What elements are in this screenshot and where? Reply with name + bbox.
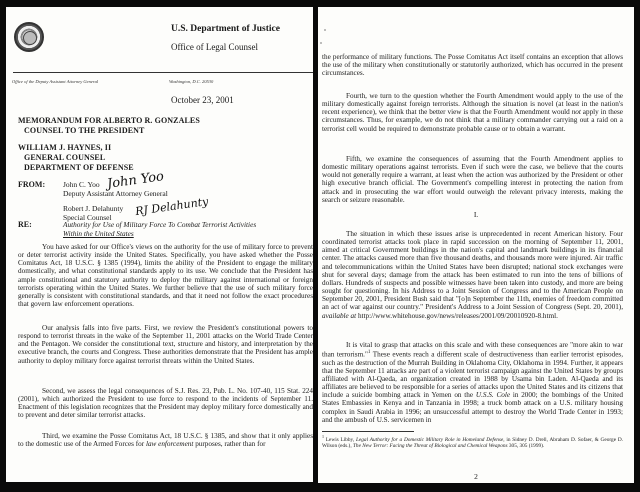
signer-2-title: Special Counsel [63, 213, 112, 222]
from-label: FROM: [18, 180, 46, 189]
office-name: Office of Legal Counsel [171, 42, 259, 52]
subject [63, 220, 256, 238]
sub-office: Office of the Deputy Assistant Attorney General [12, 79, 99, 84]
signer-2-name: Robert J. Delahunty [63, 204, 124, 213]
paragraph-fourth: Fourth, we turn to the question whether the Fourth Amendment would apply to the use of the military domestically against foreign terrorists. Although the situation is novel (at least in the nation's recent experience), we think that the better view is that the Fourth Amendment would not apply in these circumstances. Thus, for example, we do not think that a military commander carrying out a raid on a terrorist cell would be required to demonstrate probable cause or to obtain a warrant. [322, 92, 623, 133]
footnote-ref: 1 [367, 350, 371, 356]
paragraph-third: Third, we examine the Posse Comitatus Act, 18 U.S.C. § 1385, and show that it only applies to the domestic use of the Armed Forces for law enforcement purposes, rather than for [18, 432, 313, 449]
paragraph-first: Our analysis falls into five parts. First, we review the President's constitutional powers to respond to terrorist threats in the wake of the September 11, 2001 attacks on the World Trade Center and the Pentagon. We consider the constitutional text, structure and history, and interpretation by the executive branch, the courts and Congress. These authorities demonstrate that the President has ample authority to deploy military force against terrorist threats within the United States. [18, 324, 313, 365]
paragraph-situation: The situation in which these issues arise is unprecedented in recent American history. Four coordinated terrorist attacks took place in rapid succession on the morning of September 11, 2001, aimed at critical Government buildings in the nation's capital and landmark buildings in its financial center. The attacks caused more than five thousand deaths, and thousands more were injured. Air traffic and telecommunications within the United States have been disrupted; national stock exchanges were shut for several days; damage from the attack has been estimated to run into the tens of billions of dollars. Hundreds of suspects and possible witnesses have been taken into custody, and more are being sought for questioning. In his Address to a Joint Session of Congress and to the American People on September 20, 2001, President Bush said that "[o]n September the 11th, enemies of freedom committed an act of war against our country." President's Address to a Joint Session of Congress (Sept. 20, 2001), available at http://www.whitehouse.gov/news/releases/2001/09/20010920-8.html. [322, 230, 623, 320]
addressee-line-2: COUNSEL TO THE PRESIDENT [24, 126, 145, 135]
re-label: RE: [18, 220, 32, 229]
footnote: $^1$ Lewis Libby, Legal Authority for a Domestic Military Role in Homeland Defense, in Sidney D. Drell, Abraham D. Sofaer, & George D. Wilson (eds.), The New Terror: Facing the Threat of Biological and Chemical Weapons 305, 305 (1999). [322, 434, 623, 450]
subject-line-2: Within the United States [63, 229, 134, 238]
paragraph-continued: the performance of military functions. The Posse Comitatus Act itself contains an exception that allows the use of the military when constitutionally or statutorily authorized, which has occurred in the present circumstances. [322, 53, 623, 78]
scan-speck [324, 29, 326, 31]
memo-page-1 [6, 7, 313, 482]
letterhead-divider [13, 72, 313, 73]
paragraph-intro: You have asked for our Office's views on the authority for the use of military force to prevent or deter terrorist activity inside the United States. Specifically, you have asked whether the Posse Comitatus Act, 18 U.S.C. § 1385 (1994), limits the ability of the President to engage the military domestically, and what constitutional standards apply to its use. We conclude that the President has ample constitutional and statutory authority to deploy the military against international or foreign terrorists operating within the United States. We further believe that the use of such military force generally is consistent with constitutional standards, and that it need not follow the exact procedures that govern law enforcement operations. [18, 243, 313, 309]
signer-1-name: John C. Yoo [63, 180, 100, 189]
memo-page-2 [318, 7, 634, 483]
paragraph-vital: It is vital to grasp that attacks on this scale and with these consequences are "more akin to war than terrorism."$^1$ These events reach a different scale of destructiveness than earlier terrorist episodes, such as the destruction of the Murrah Building in Oklahoma City, Oklahoma in 1994. Further, it appears that the September 11 attacks are part of a violent terrorist campaign against the United States by groups affiliated with Al-Qaeda, an organization created in 1988 by Usama bin Laden. Al-Qaeda and its affiliates are believed to be responsible for a series of attacks upon the United States and its citizens that include a suicide bombing attack in Yemen on the U.S.S. Cole in 2000; the bombings of the United States Embassies in Kenya and in Tanzania in 1998; a truck bomb attack on a U.S. military housing complex in Saudi Arabia in 1996; an unsuccessful attempt to destroy the World Trade Center in 1993; and the ambush of U.S. servicemen in [322, 341, 624, 424]
subject-line-1: Authority for Use of Military Force To Combat Terrorist Activities [63, 220, 257, 229]
addressee-line-4: GENERAL COUNSEL [24, 153, 106, 162]
signature-1: John Yoo [106, 169, 165, 192]
doj-seal-icon [14, 22, 44, 52]
scan-speck [320, 42, 322, 44]
addressee-line-5: DEPARTMENT OF DEFENSE [24, 163, 134, 172]
section-heading: I. [473, 210, 479, 219]
location: Washington, D.C. 20530 [169, 79, 214, 84]
paragraph-second: Second, we assess the legal consequences of S.J. Res. 23, Pub. L. No. 107-40, 115 Stat. 224 (2001), which authorized the President to use force to respond to the incidents of September 11. Enactment of this legislation recognizes that the President may deploy military force domestically and to prevent and deter similar terrorist attacks. [18, 387, 313, 420]
signature-2: RJ Delahunty [134, 194, 210, 219]
addressee-line-3: WILLIAM J. HAYNES, II [18, 143, 112, 152]
signer-1-title: Deputy Assistant Attorney General [63, 189, 168, 198]
memo-date: October 23, 2001 [171, 95, 234, 105]
page-number: 2 [474, 472, 478, 481]
department-name: U.S. Department of Justice [171, 24, 280, 34]
paragraph-fifth: Fifth, we examine the consequences of assuming that the Fourth Amendment applies to domestic military operations against terrorists. Even if such were the case, we believe that the courts would not generally require a warrant, at least when the action was authorized by the President or other high executive branch official. The Government's compelling interest in protecting the nation from attack and in prosecuting the war effort would outweigh the relevant privacy interests, making the search or seizure reasonable. [322, 155, 623, 204]
addressee-line-1: MEMORANDUM FOR ALBERTO R. GONZALES [18, 116, 200, 125]
footnote-divider [322, 431, 414, 432]
